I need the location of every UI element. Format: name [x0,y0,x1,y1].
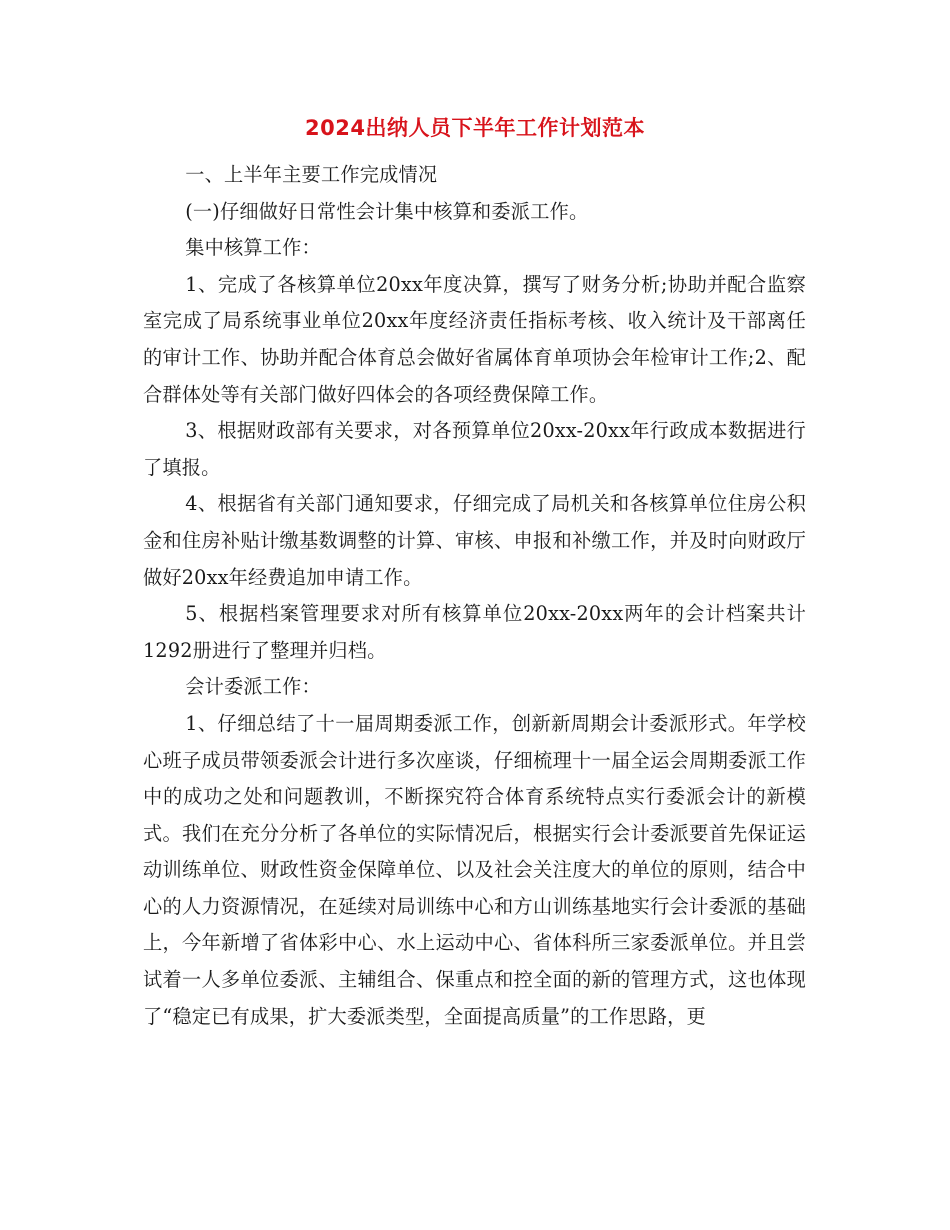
subheading-accounting-assignment: 会计委派工作： [185,675,321,699]
document-body [143,157,806,1035]
paragraph: 1、完成了各核算单位20xx年度决算，撰写了财务分析;协助并配合监察室完成了局系统事业单位20xx年度经济责任指标考核、收入统计及干部离任的审计工作、协助并配合体育总会做好省属体育单项协会年检审计工作;2、配合群体处等有关部门做好四体会的各项经费保障工作。 [143,272,806,406]
paragraph: 5、根据档案管理要求对所有核算单位20xx-20xx两年的会计档案共计1292册进行了整理并归档。 [143,602,806,662]
document-title: 2024出纳人员下半年工作计划范本 [305,116,645,140]
section-heading: 一、上半年主要工作完成情况 [185,163,438,186]
paragraph: 1、仔细总结了十一届周期委派工作，创新新周期会计委派形式。年学校心班子成员带领委派会计进行多次座谈，仔细梳理十一届全运会周期委派工作中的成功之处和问题教训，不断探究符合体育系统特点实行委派会计的新模式。我们在充分分析了各单位的实际情况后，根据实行会计委派要首先保证运动训练单位、财政性资金保障单位、以及社会关注度大的单位的原则，结合中心的人力资源情况，在延续对局训练中心和方山训练基地实行会计委派的基础上，今年新增了省体彩中心、水上运动中心、省体科所三家委派单位。并且尝试着一人多单位委派、主辅组合、保重点和控全面的新的管理方式，这也体现了“稳定已有成果，扩大委派类型，全面提高质量”的工作思路，更 [143,711,806,1028]
subheading-centralized-accounting: 集中核算工作： [185,236,321,260]
paragraph: 4、根据省有关部门通知要求，仔细完成了局机关和各核算单位住房公积金和住房补贴计缴基数调整的计算、审核、申报和补缴工作，并及时向财政厅做好20xx年经费追加申请工作。 [143,492,806,589]
subsection-heading: (一)仔细做好日常性会计集中核算和委派工作。 [185,199,589,223]
paragraph: 3、根据财政部有关要求，对各预算单位20xx-20xx年行政成本数据进行了填报。 [143,419,806,479]
